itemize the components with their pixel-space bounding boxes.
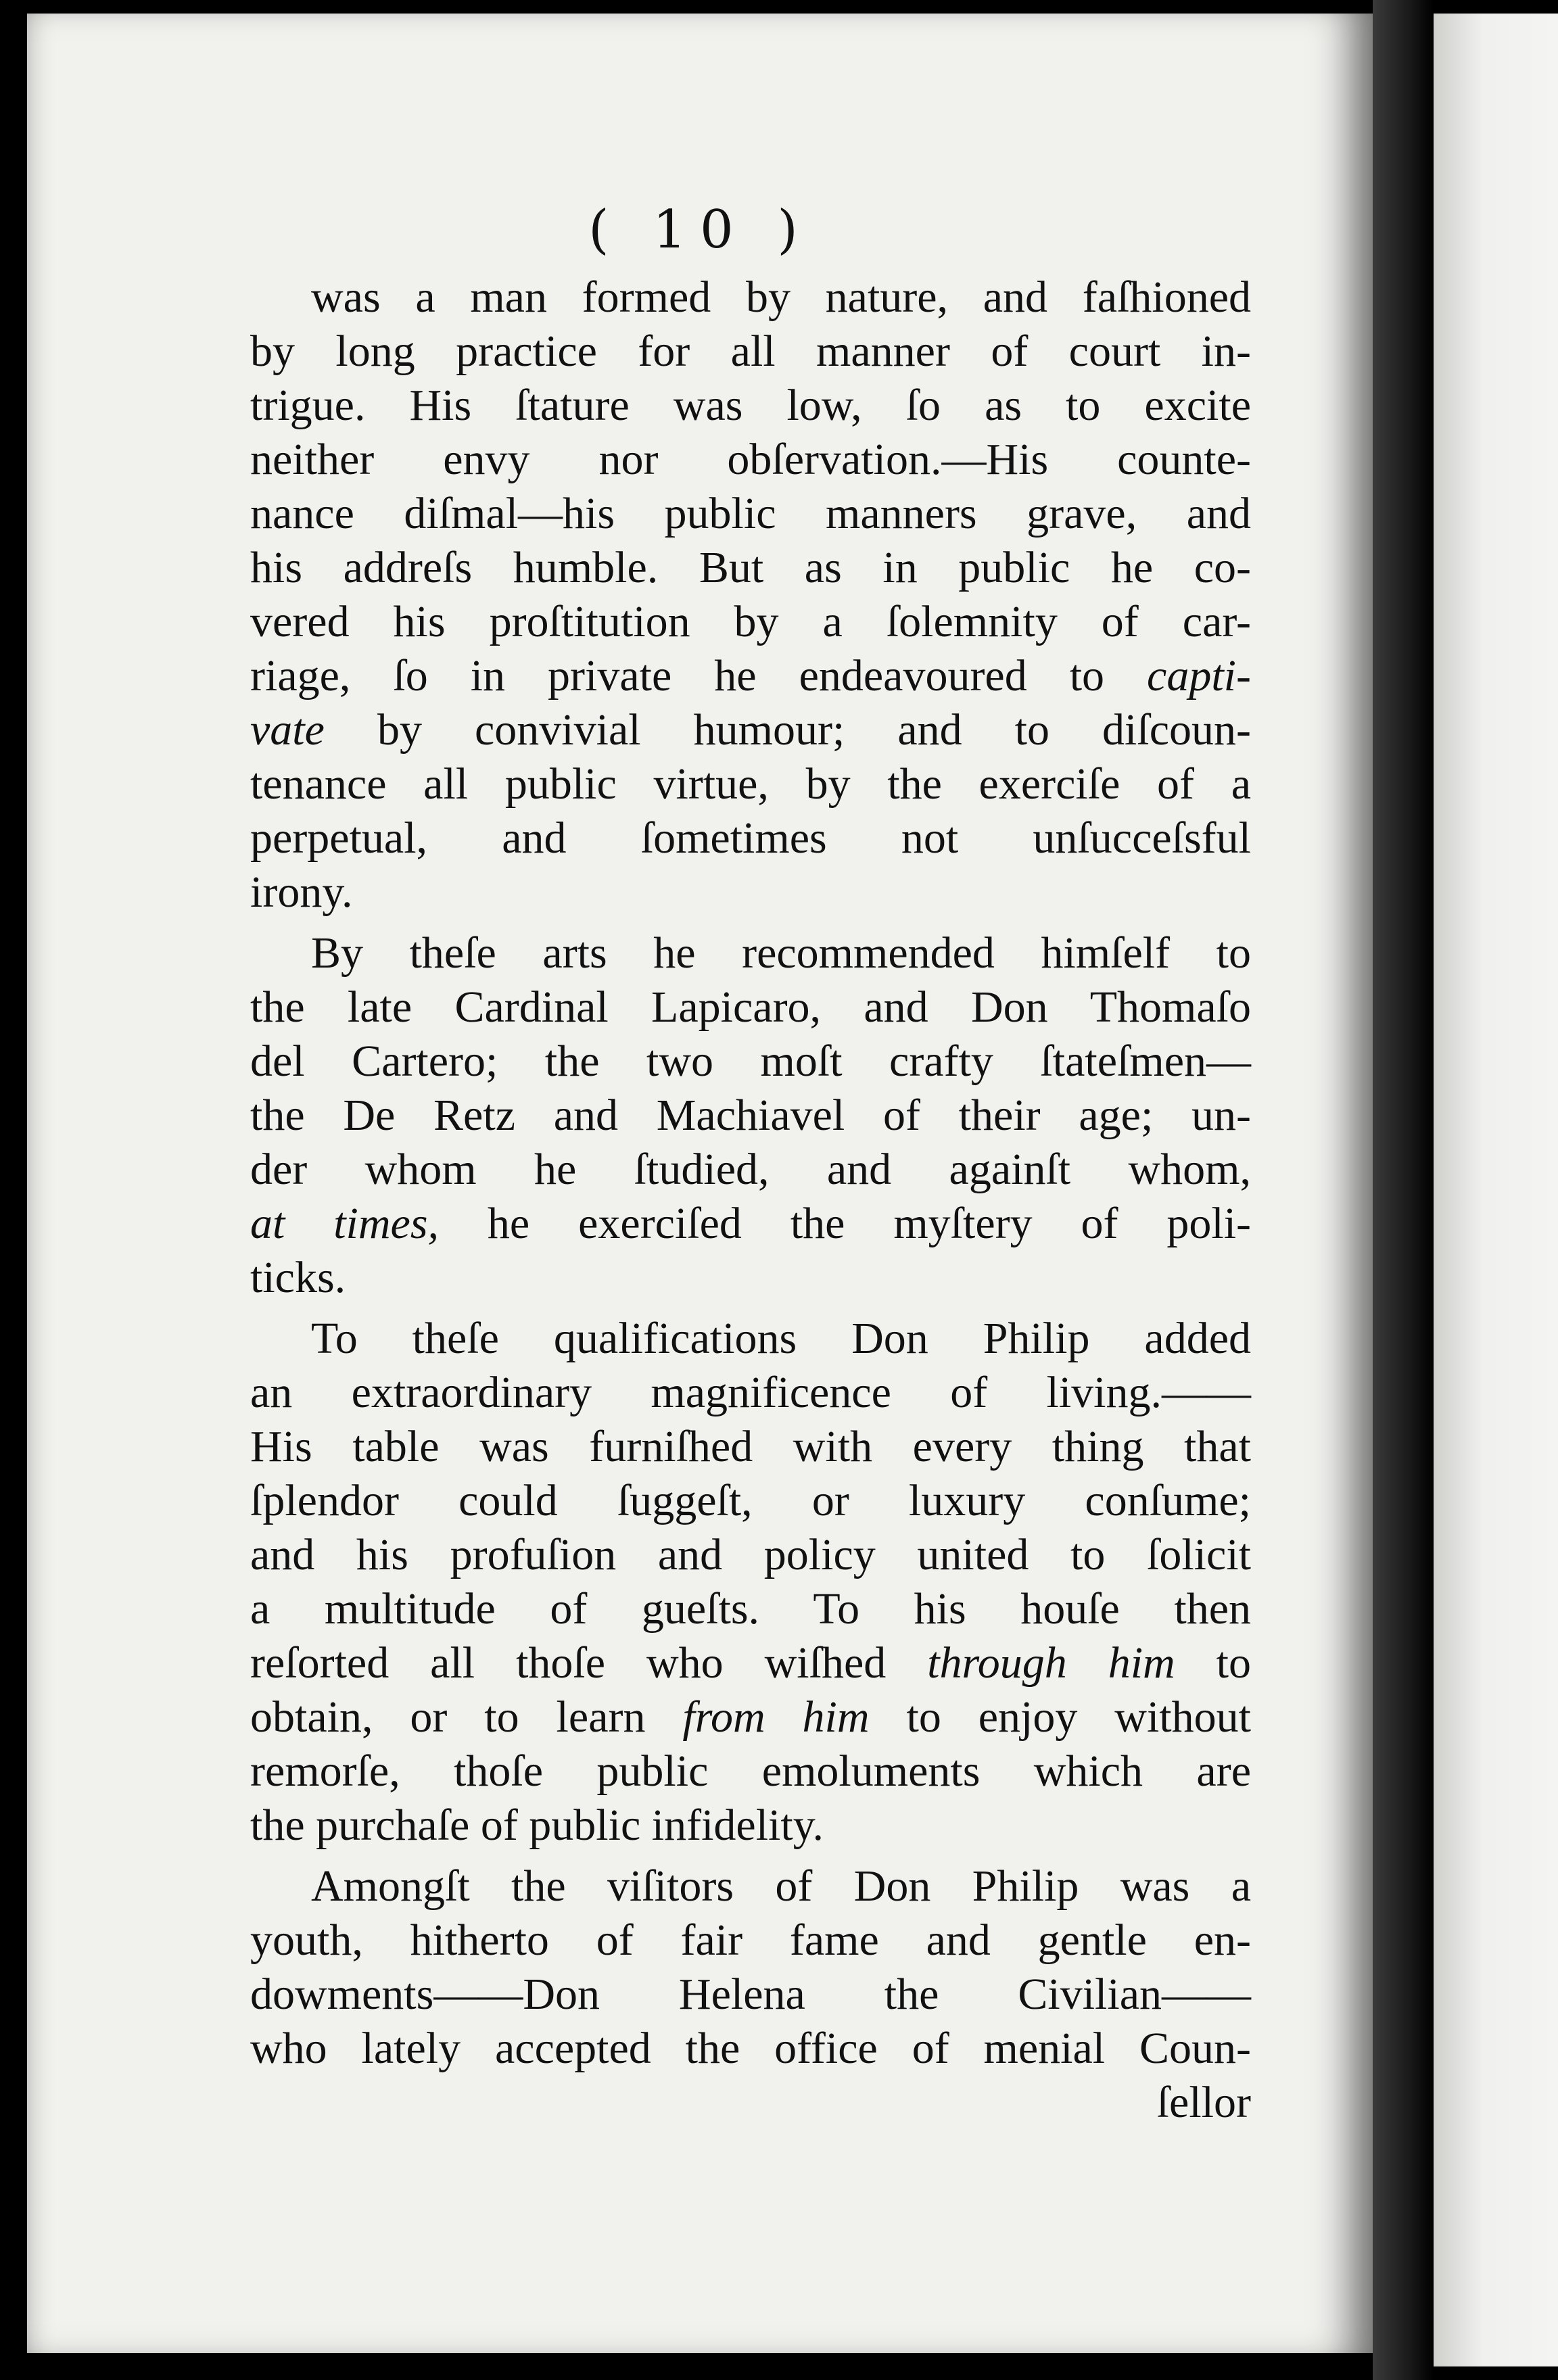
text-line: who lately accepted the office of menial Coun-	[250, 2024, 1251, 2073]
paragraph	[250, 270, 1251, 920]
text-line: der whom he ſtudied, and againſt whom,	[250, 1145, 1251, 1194]
text-line: and his profuſion and policy united to ſolicit	[250, 1530, 1251, 1579]
text-line: dowments——Don Helena the Civilian——	[250, 1970, 1251, 2019]
book-page	[27, 14, 1373, 2353]
text-line: the purchaſe of public infidelity.	[250, 1801, 824, 1850]
text-line: the De Retz and Machiavel of their age; un-	[250, 1091, 1251, 1140]
text-line: By theſe arts he recommended himſelf to	[311, 928, 1251, 978]
text-line: a multitude of gueſts. To his houſe then	[250, 1584, 1251, 1634]
text-line: To theſe qualifications Don Philip added	[311, 1314, 1251, 1363]
adjacent-page-edge	[1434, 14, 1558, 2366]
text-line: tenance all public virtue, by the exerciſe of a	[250, 759, 1251, 809]
text-line: riage, ſo in private he endeavoured to capti-	[250, 651, 1251, 700]
text-line: perpetual, and ſometimes not unſucceſsful	[250, 813, 1251, 863]
text-line: his addreſs humble. But as in public he co-	[250, 543, 1251, 592]
text-line: an extraordinary magnificence of living.——	[250, 1368, 1251, 1417]
text-line: obtain, or to learn from him to enjoy without	[250, 1692, 1251, 1742]
catchword: ſellor	[1156, 2078, 1251, 2127]
text-line: remorſe, thoſe public emoluments which are	[250, 1746, 1251, 1796]
text-line: nance diſmal—his public manners grave, and	[250, 489, 1251, 538]
text-line: His table was furniſhed with every thing that	[250, 1422, 1251, 1471]
text-line: youth, hitherto of fair fame and gentle en-	[250, 1915, 1251, 1965]
text-line: irony.	[250, 867, 353, 917]
text-line: neither envy nor obſervation.—His counte-	[250, 435, 1251, 484]
paragraph	[250, 1312, 1251, 1853]
text-line: by long practice for all manner of court in-	[250, 327, 1251, 376]
paragraph	[250, 926, 1251, 1305]
page-number: ( 10 )	[588, 199, 811, 260]
paragraph	[250, 1859, 1251, 2076]
binding-gutter	[1373, 0, 1434, 2380]
text-line: ſplendor could ſuggeſt, or luxury conſume;	[250, 1476, 1251, 1525]
text-line: the late Cardinal Lapicaro, and Don Thomaſo	[250, 982, 1251, 1032]
text-line: trigue. His ſtature was low, ſo as to excite	[250, 381, 1251, 430]
body-text	[250, 270, 1251, 2130]
text-line: Amongſt the viſitors of Don Philip was a	[311, 1861, 1251, 1911]
text-line: del Cartero; the two moſt crafty ſtateſmen—	[250, 1037, 1251, 1086]
text-line: vate by convivial humour; and to diſcoun-	[250, 705, 1251, 755]
text-line: vered his proſtitution by a ſolemnity of car-	[250, 597, 1251, 646]
text-line: reſorted all thoſe who wiſhed through him to	[250, 1638, 1252, 1688]
text-line: at times, he exerciſed the myſtery of poli-	[250, 1199, 1252, 1248]
text-line: ticks.	[250, 1253, 346, 1302]
text-line: was a man formed by nature, and faſhioned	[311, 272, 1251, 322]
